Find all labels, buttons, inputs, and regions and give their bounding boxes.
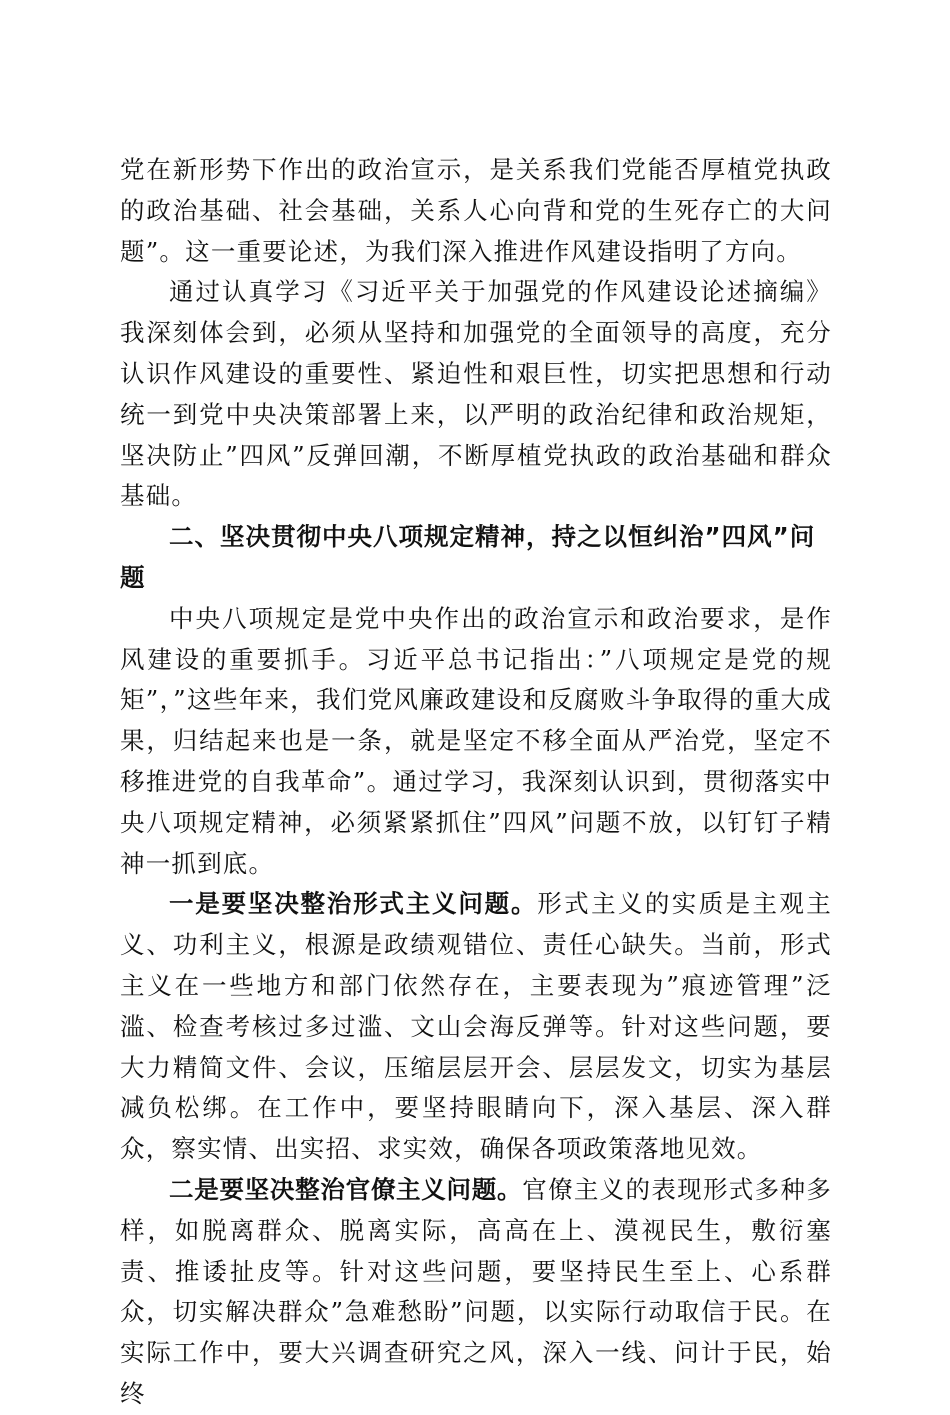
paragraph-study-reflection: 通过认真学习《习近平关于加强党的作风建设论述摘编》我深刻体会到，必须从坚持和加强党的全面领导的高度，充分认识作风建设的重要性、紧迫性和艰巨性，切实把思想和行动统一到党中央决策部署上来，以严明的政治纪律和政治规矩，坚决防止”四风”反弹回潮，不断厚植党执政的政治基础和群众基础。 [120,277,832,511]
section-heading-2: 二、坚决贯彻中央八项规定精神，持之以恒纠治”四风”问题 [120,522,816,592]
paragraph-bureaucratism [120,1170,832,1415]
document-page [120,150,832,1415]
body-bureaucratism: 官僚主义的表现形式多种多样，如脱离群众、脱离实际，高高在上、漠视民生，敷衍塞责、推诿扯皮等。针对这些问题，要坚持民生至上、心系群众，切实解决群众”急难愁盼”问题，以实际行动取信于民。在实际工作中，要大兴调查研究之风，深入一线、问计于民，始终 [120,1174,832,1408]
paragraph-formalism [120,884,832,1170]
lead-formalism: 一是要坚决整治形式主义问题。 [169,889,538,919]
paragraph-eight-rules: 中央八项规定是党中央作出的政治宣示和政治要求，是作风建设的重要抓手。习近平总书记指出：”八项规定是党的规矩”，”这些年来，我们党风廉政建设和反腐败斗争取得的重大成果，归结起来也是一条，就是坚定不移全面从严治党，坚定不移推进党的自我革命”。通过学习，我深刻认识到，贯彻落实中央八项规定精神，必须紧紧抓住”四风”问题不放，以钉钉子精神一抓到底。 [120,603,832,878]
paragraph-continuation: 党在新形势下作出的政治宣示，是关系我们党能否厚植党执政的政治基础、社会基础，关系人心向背和党的生死存亡的大问题”。这一重要论述，为我们深入推进作风建设指明了方向。 [120,155,832,266]
body-formalism: 形式主义的实质是主观主义、功利主义，根源是政绩观错位、责任心缺失。当前，形式主义在一些地方和部门依然存在，主要表现为”痕迹管理”泛滥、检查考核过多过滥、文山会海反弹等。针对这些问题，要大力精简文件、会议，压缩层层开会、层层发文，切实为基层减负松绑。在工作中，要坚持眼睛向下，深入基层、深入群众，察实情、出实招、求实效，确保各项政策落地见效。 [120,889,833,1164]
lead-bureaucratism: 二是要坚决整治官僚主义问题。 [169,1174,523,1204]
